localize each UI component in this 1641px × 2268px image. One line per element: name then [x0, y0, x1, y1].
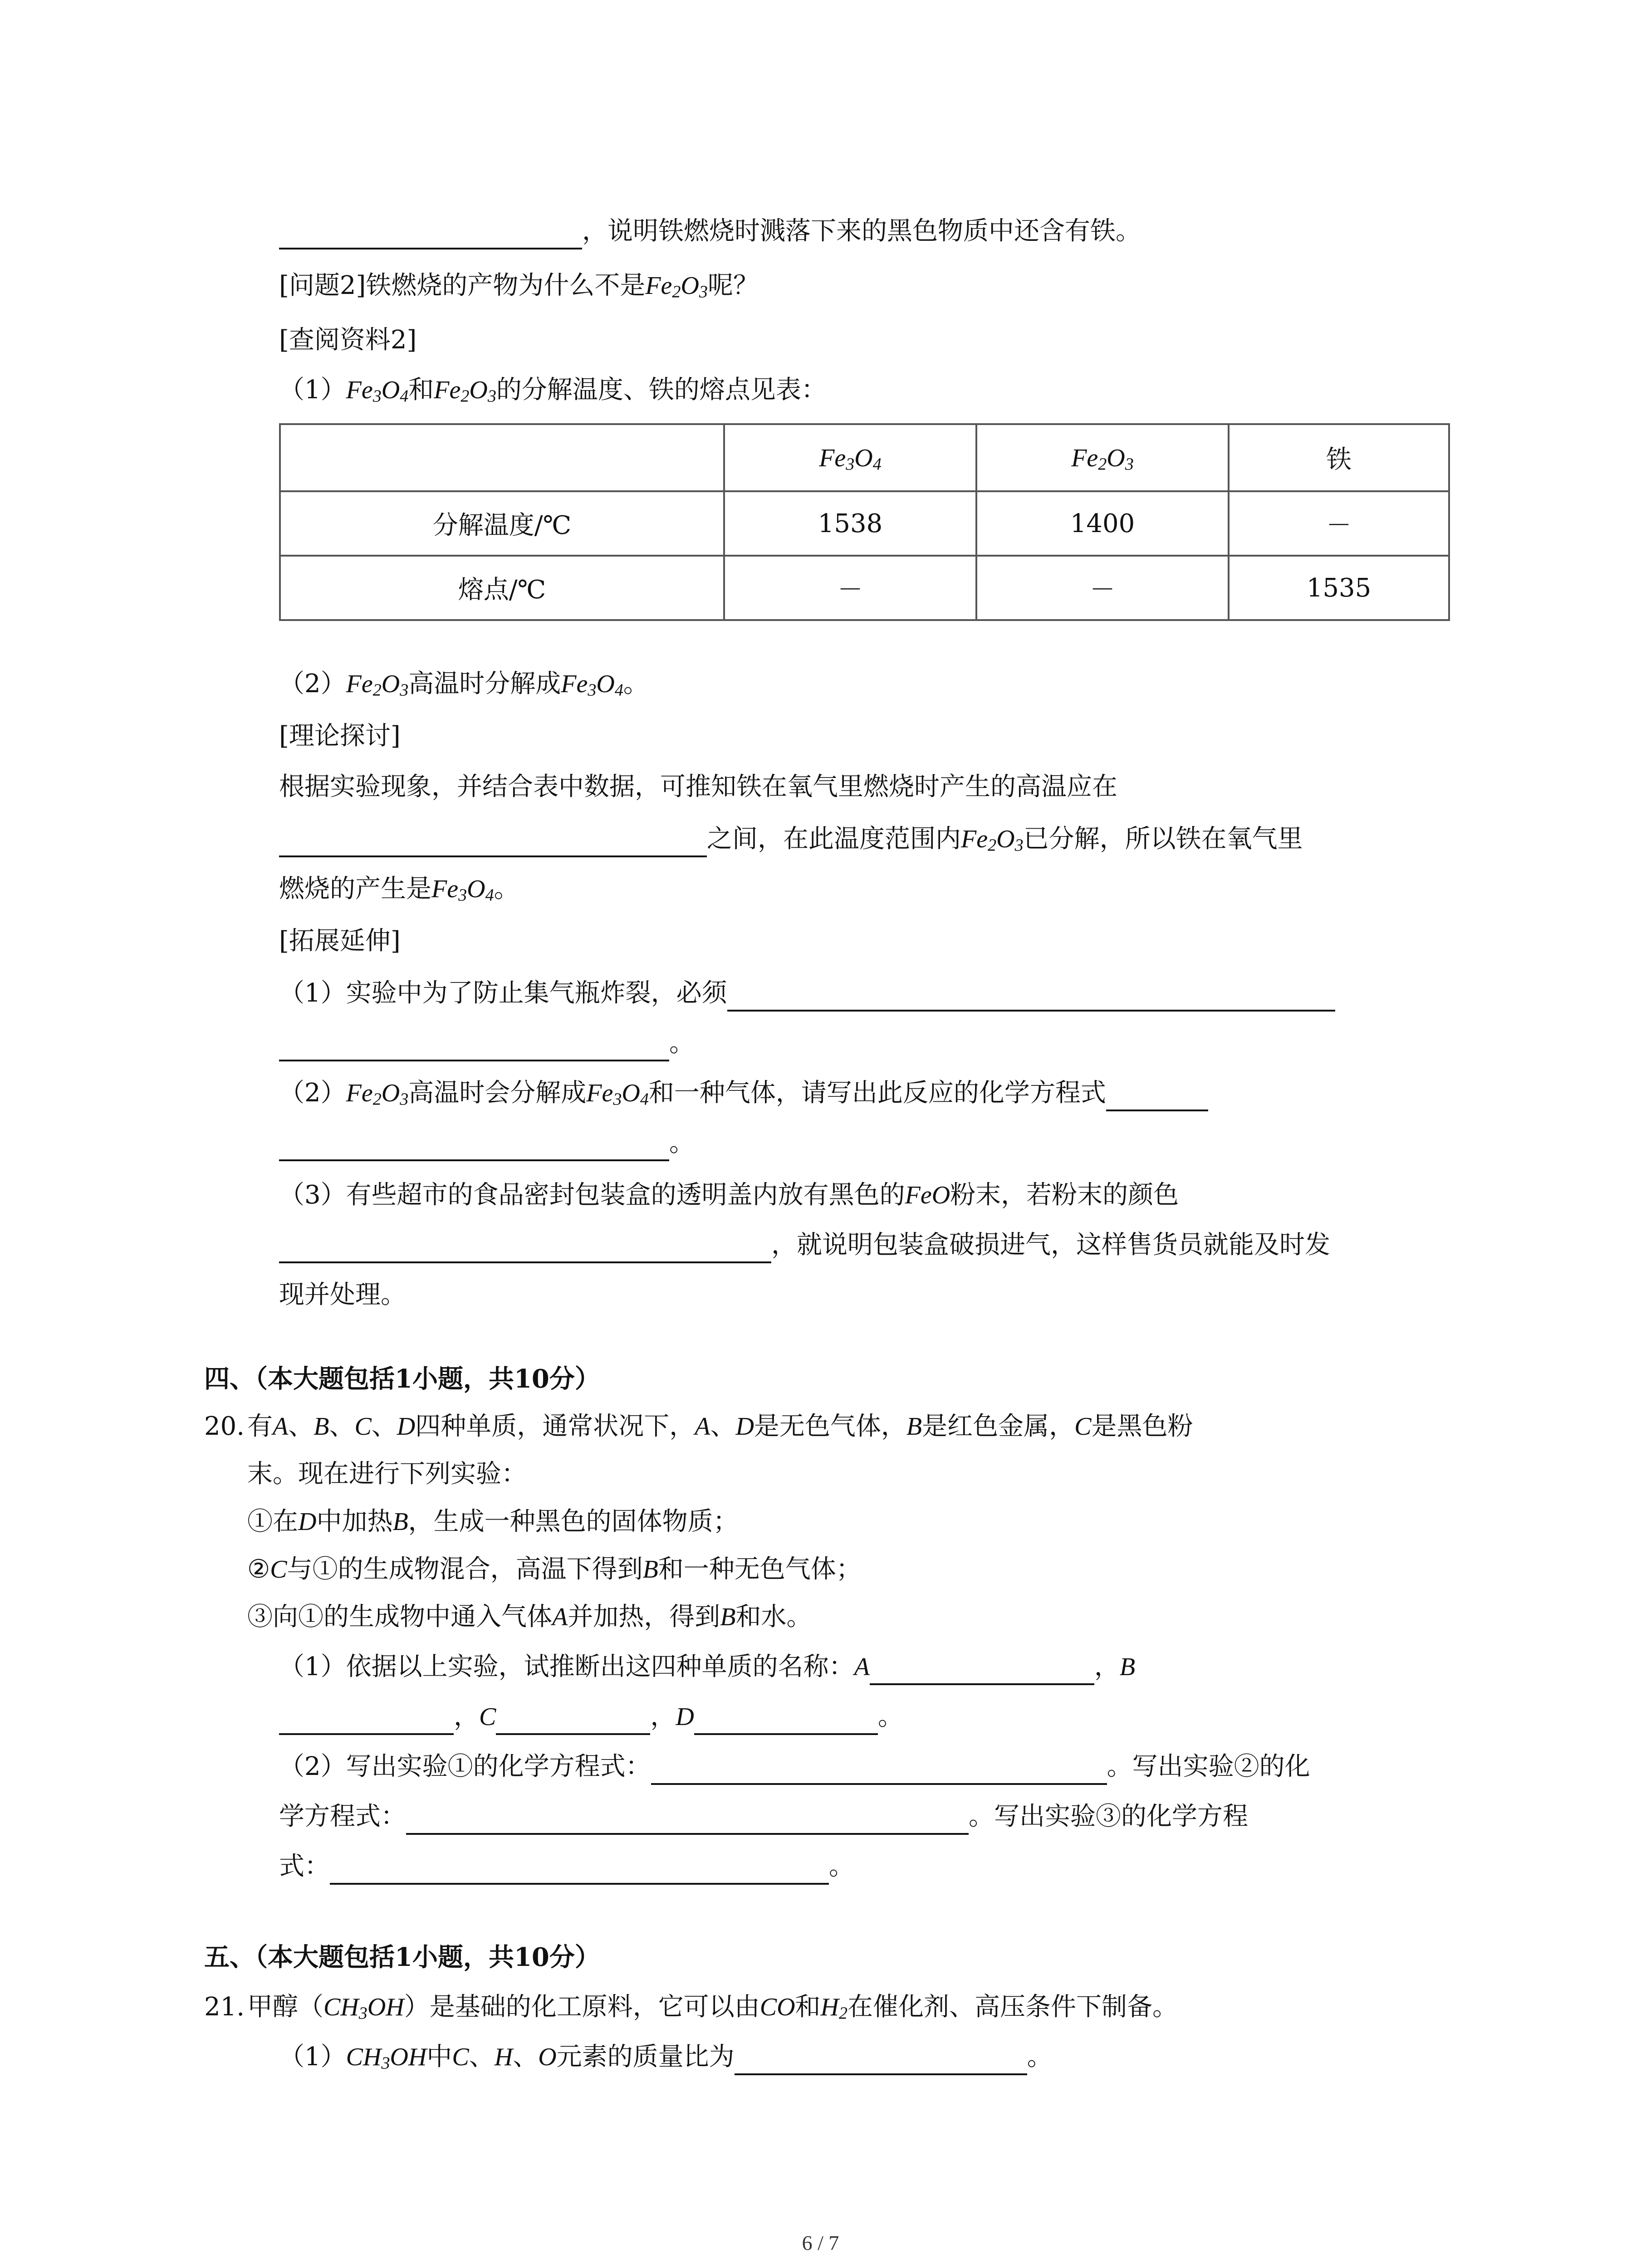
- extension-item-3-cont: 现并处理。: [279, 1280, 406, 1310]
- question-20-step-3: ③向①的生成物中通入气体A并加热，得到B和水。: [247, 1602, 812, 1632]
- answer-blank[interactable]: [496, 1705, 650, 1735]
- question-20-step-2: ②C与①的生成物混合，高温下得到B和一种无色气体；: [247, 1554, 862, 1584]
- reference-2-heading: [查阅资料2]: [279, 325, 417, 355]
- question-21: 21. 甲醇$(CH_3OH)$是基础的化工原料，它可以由CO和$H_2$在催化剂、高压条件下制备。: [204, 1992, 1178, 2023]
- table-row: [280, 491, 1449, 556]
- formula-fe3o4: $Fe_3O_4$: [346, 376, 409, 406]
- answer-blank[interactable]: [1106, 1081, 1208, 1111]
- question-20-part-1: （1）依据以上实验，试推断出这四种单质的名称：A ，B: [279, 1649, 1135, 1685]
- answer-blank[interactable]: [727, 982, 1335, 1012]
- section-4-heading: 四、（本大题包括1小题，共10分）: [204, 1364, 600, 1394]
- answer-blank[interactable]: [279, 1031, 669, 1061]
- answer-blank[interactable]: [279, 1705, 454, 1735]
- question-20: 20. 有A、B、C、D四种单质，通常状况下，A、D是无色气体，B是红色金属，C是黑色粉: [204, 1412, 1193, 1441]
- extension-heading: [拓展延伸]: [279, 926, 401, 956]
- extension-item-2: $(2)Fe_2O_3$高温时会分解成$Fe_3O_4$和一种气体，请写出此反应的化学方程式: [279, 1075, 1208, 1111]
- extension-item-2-cont: 。: [279, 1125, 695, 1161]
- answer-blank[interactable]: [279, 827, 707, 857]
- table-cell: 熔点/℃: [280, 556, 724, 620]
- extension-item-1-cont: 。: [279, 1025, 695, 1061]
- table-header-cell: 铁: [1229, 424, 1449, 491]
- answer-blank[interactable]: [406, 1805, 969, 1835]
- answer-blank[interactable]: [279, 1131, 669, 1161]
- answer-blank[interactable]: [279, 220, 582, 249]
- table-cell: 1535: [1229, 556, 1449, 620]
- table-header-cell: [280, 424, 724, 491]
- answer-blank[interactable]: [651, 1755, 1107, 1785]
- section-5-heading: 五、（本大题包括1小题，共10分）: [204, 1942, 600, 1972]
- question-20-part-2-cont: 式： 。: [279, 1848, 854, 1885]
- table-header-cell: $Fe_2O_3$: [976, 424, 1229, 491]
- table-cell: 1538: [724, 491, 976, 556]
- extension-item-3-cont: ，就说明包装盒破损进气，这样售货员就能及时发: [279, 1227, 1330, 1263]
- question-20-step-1: ①在D中加热B，生成一种黑色的固体物质；: [247, 1507, 739, 1536]
- table-cell: －: [976, 556, 1229, 620]
- question-2: [问题2]铁燃烧的产物为什么不是$Fe_2O_3$呢？: [279, 271, 759, 302]
- page-number: 6 / 7: [802, 2231, 839, 2254]
- question-20-cont: 末。现在进行下列实验：: [247, 1459, 527, 1489]
- reference-2-item-2: $(2)Fe_2O_3$高温时分解成$Fe_3O_4$。: [279, 669, 649, 700]
- table-row: [280, 556, 1449, 620]
- table-cell: 分解温度/℃: [280, 491, 724, 556]
- reference-2-item-1: $(1)Fe_3O_4$和$Fe_2O_3$的分解温度、铁的熔点见表：: [279, 375, 827, 406]
- question-20-part-2: （2）写出实验①的化学方程式： 。写出实验②的化: [279, 1749, 1310, 1785]
- theory-heading: [理论探讨]: [279, 721, 401, 751]
- answer-blank[interactable]: [694, 1705, 878, 1735]
- data-table: [279, 423, 1450, 621]
- extension-item-1: （1）实验中为了防止集气瓶炸裂，必须: [279, 975, 1335, 1012]
- theory-text: 根据实验现象，并结合表中数据，可推知铁在氧气里燃烧时产生的高温应在: [279, 772, 1117, 802]
- table-header-cell: $Fe_3O_4$: [724, 424, 976, 491]
- extension-item-3: （3）有些超市的食品密封包装盒的透明盖内放有黑色的FeO粉末，若粉末的颜色: [279, 1180, 1179, 1210]
- question-20-part-1-cont: ，C ，D 。: [279, 1699, 903, 1735]
- theory-text: 之间，在此温度范围内$Fe_2O_3$已分解，所以铁在氧气里: [279, 821, 1303, 857]
- question-21-part-1: $(1)CH_3OH$中C、H、O元素的质量比为 。: [279, 2039, 1053, 2075]
- table-cell: －: [1229, 491, 1449, 556]
- formula-fe2o3: $Fe_2O_3$: [645, 272, 708, 302]
- answer-blank[interactable]: [279, 1233, 771, 1263]
- table-cell: 1400: [976, 491, 1229, 556]
- formula-fe2o3: $Fe_2O_3$: [434, 376, 496, 406]
- table-header-row: [280, 424, 1449, 491]
- question-20-part-2-cont: 学方程式： 。写出实验③的化学方程: [279, 1799, 1248, 1835]
- theory-text: 燃烧的产生是$Fe_3O_4$。: [279, 874, 519, 905]
- answer-blank[interactable]: [870, 1655, 1094, 1685]
- text-line: ，说明铁燃烧时溅落下来的黑色物质中还含有铁。: [279, 213, 1141, 249]
- answer-blank[interactable]: [330, 1855, 829, 1885]
- answer-blank[interactable]: [735, 2045, 1027, 2075]
- table-cell: －: [724, 556, 976, 620]
